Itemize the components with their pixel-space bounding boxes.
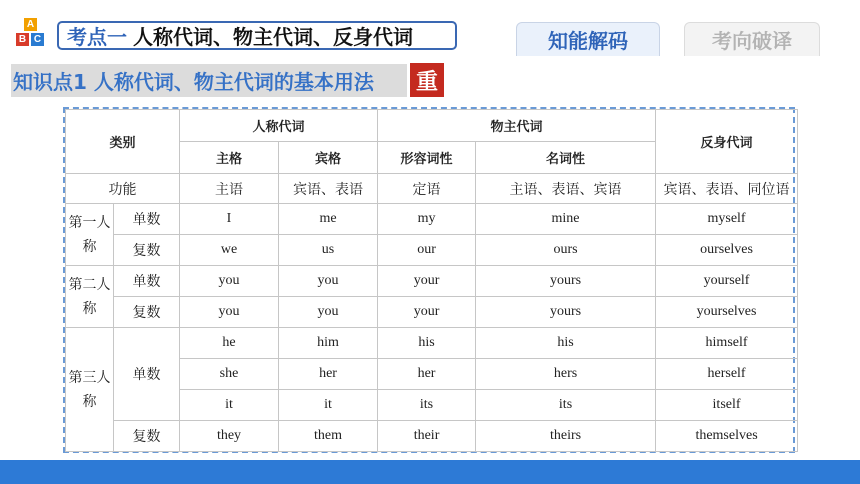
number-plural: 复数 xyxy=(114,235,180,266)
function-cell: 主语 xyxy=(180,174,279,204)
person-second: 第二人称 xyxy=(66,266,114,328)
table-cell: they xyxy=(180,421,279,452)
table-cell: us xyxy=(279,235,378,266)
logo-block-b: B xyxy=(16,33,29,46)
table-cell: theirs xyxy=(476,421,656,452)
table-cell: his xyxy=(378,328,476,359)
table-cell: him xyxy=(279,328,378,359)
number-singular: 单数 xyxy=(114,266,180,297)
pronoun-table-frame xyxy=(63,107,795,453)
table-cell: mine xyxy=(476,204,656,235)
table-cell: he xyxy=(180,328,279,359)
table-cell: her xyxy=(279,359,378,390)
person-third: 第三人称 xyxy=(66,328,114,452)
table-cell: ourselves xyxy=(656,235,798,266)
topic-title: 人称代词、物主代词、反身代词 xyxy=(133,25,413,49)
table-cell: their xyxy=(378,421,476,452)
pronoun-table xyxy=(65,109,798,452)
table-cell: themselves xyxy=(656,421,798,452)
header-adjective-form: 形容词性 xyxy=(378,142,476,174)
table-cell: your xyxy=(378,297,476,328)
abc-blocks-logo xyxy=(14,18,48,48)
tab-exam-direction[interactable]: 考向破译 xyxy=(684,22,820,56)
table-cell: you xyxy=(180,266,279,297)
header-category: 类别 xyxy=(66,110,180,174)
number-plural: 复数 xyxy=(114,297,180,328)
table-cell: my xyxy=(378,204,476,235)
table-cell: she xyxy=(180,359,279,390)
table-cell: his xyxy=(476,328,656,359)
header-reflexive-pronoun: 反身代词 xyxy=(656,110,798,174)
knowledge-point-title: 知识点1 人称代词、物主代词的基本用法 xyxy=(11,64,407,97)
table-cell: me xyxy=(279,204,378,235)
table-cell: I xyxy=(180,204,279,235)
function-label: 功能 xyxy=(66,174,180,204)
table-cell: you xyxy=(279,266,378,297)
function-cell: 宾语、表语、同位语 xyxy=(656,174,798,204)
table-cell: yourself xyxy=(656,266,798,297)
header-noun-form: 名词性 xyxy=(476,142,656,174)
logo-block-c: C xyxy=(31,33,44,46)
function-cell: 定语 xyxy=(378,174,476,204)
table-cell: we xyxy=(180,235,279,266)
table-cell: you xyxy=(279,297,378,328)
table-cell: our xyxy=(378,235,476,266)
table-cell: its xyxy=(378,390,476,421)
table-cell: yours xyxy=(476,266,656,297)
table-cell: myself xyxy=(656,204,798,235)
function-cell: 宾语、表语 xyxy=(279,174,378,204)
table-cell: you xyxy=(180,297,279,328)
table-cell: ours xyxy=(476,235,656,266)
footer-bar xyxy=(0,460,860,484)
number-singular: 单数 xyxy=(114,204,180,235)
logo-block-a: A xyxy=(24,18,37,31)
table-cell: her xyxy=(378,359,476,390)
table-cell: itself xyxy=(656,390,798,421)
table-cell: its xyxy=(476,390,656,421)
table-cell: it xyxy=(180,390,279,421)
table-cell: herself xyxy=(656,359,798,390)
table-cell: them xyxy=(279,421,378,452)
number-singular: 单数 xyxy=(114,328,180,421)
number-plural: 复数 xyxy=(114,421,180,452)
header-possessive-pronoun: 物主代词 xyxy=(378,110,656,142)
key-point-badge: 重 xyxy=(410,63,444,97)
header-subject-case: 主格 xyxy=(180,142,279,174)
topic-number: 考点一 xyxy=(67,25,127,49)
table-cell: yourselves xyxy=(656,297,798,328)
table-cell: hers xyxy=(476,359,656,390)
table-cell: your xyxy=(378,266,476,297)
tab-knowledge-decode[interactable]: 知能解码 xyxy=(516,22,660,56)
person-first: 第一人称 xyxy=(66,204,114,266)
table-cell: himself xyxy=(656,328,798,359)
function-cell: 主语、表语、宾语 xyxy=(476,174,656,204)
header-personal-pronoun: 人称代词 xyxy=(180,110,378,142)
header-object-case: 宾格 xyxy=(279,142,378,174)
table-cell: it xyxy=(279,390,378,421)
table-cell: yours xyxy=(476,297,656,328)
topic-header xyxy=(57,21,457,50)
